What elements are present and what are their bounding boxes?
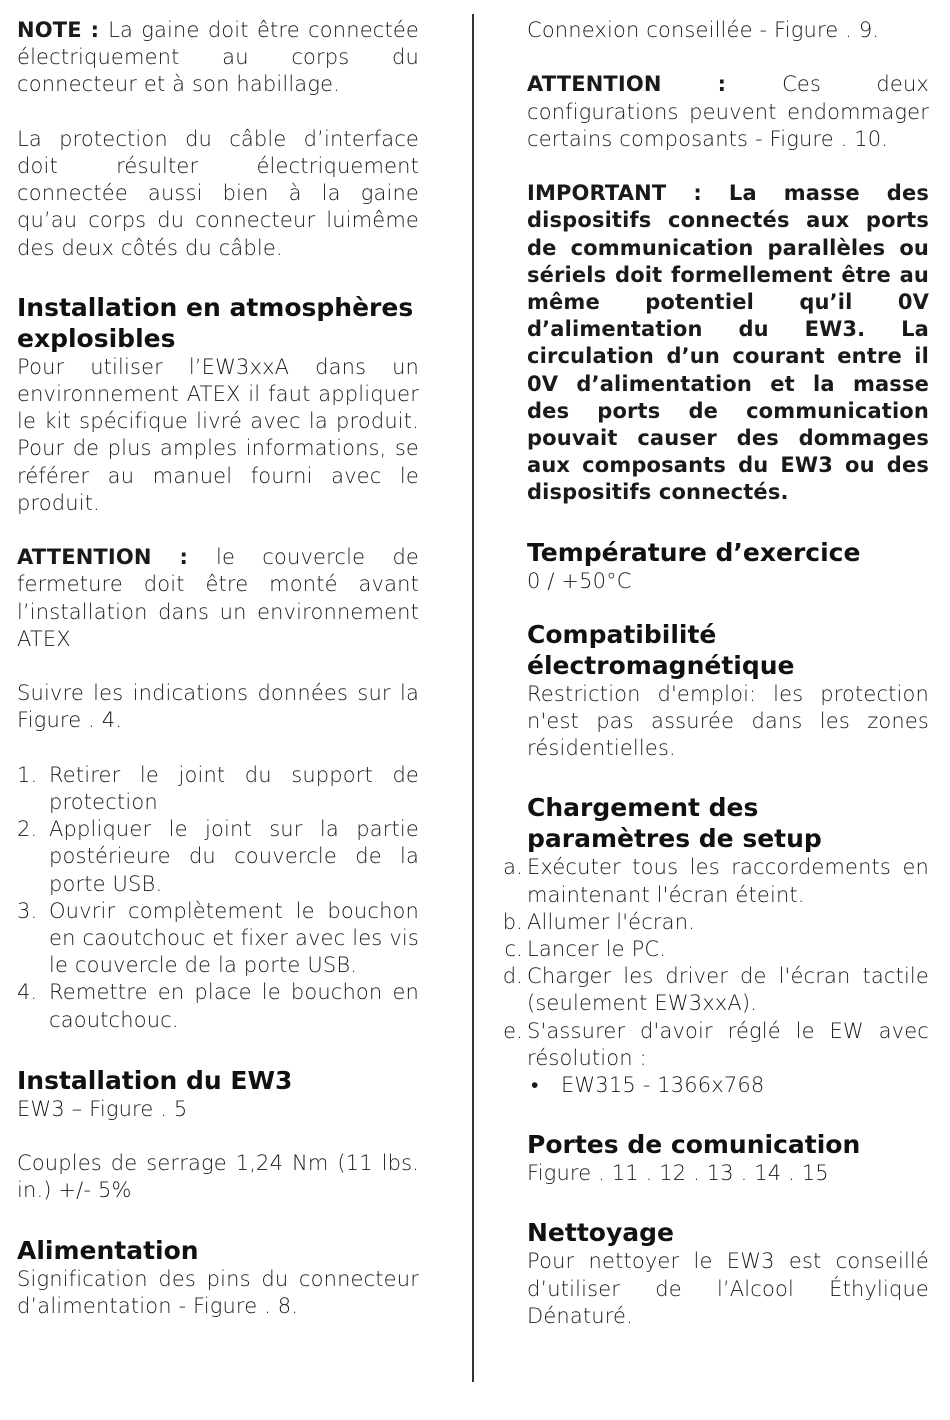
left-column (17, 17, 419, 1320)
list-item: a. Exécuter tous les raccordements en maintenant l'écran éteint. (503, 855, 929, 907)
emc-paragraph: Restriction d'emploi: les protection n'est pas assurée dans les zones résidentielles. (527, 681, 929, 761)
list-item: d. Charger les driver de l'écran tactile (seulement EW3xxA). (502, 964, 929, 1016)
note-text: La gaine doit être connectée électriquement au corps du connecteur et à son habillage. (17, 18, 419, 97)
emc-heading: Compatibilité électromagnétique (527, 619, 795, 680)
cleaning-paragraph: Pour nettoyer le EW3 est conseillé d’utiliser de l’Alcool Éthylique Dénaturé. (527, 1249, 929, 1328)
atex-steps-list (17, 762, 419, 1034)
atex-paragraph: Pour utiliser l’EW3xxA dans un environnement ATEX il faut appliquer le kit spécifique livré avec la produit. Pour de plus amples informations, se référer au manuel fourni avec le produit. (17, 354, 419, 515)
cleaning-heading: Nettoyage (527, 1218, 674, 1248)
setup-steps-list (502, 854, 929, 1072)
setup-heading: Chargement des paramètres de setup (527, 793, 822, 854)
list-item: 2. Appliquer le joint sur la partie postérieure du couvercle de la porte USB. (17, 817, 419, 896)
bullet-icon: • (531, 1073, 539, 1098)
important-paragraph (527, 180, 929, 506)
important-label: IMPORTANT : (527, 181, 729, 206)
list-item: 3. Ouvrir complètement le bouchon en caoutchouc et fixer avec les vis le couvercle de la porte USB. (17, 898, 419, 978)
cable-protection-paragraph: La protection du câble d’interface doit résulter électriquement connectée aussi bien à la gaine qu’au corps du connecteur luimême des deux côtés du câble. (17, 126, 419, 260)
atex-attention-paragraph (17, 544, 419, 653)
temperature-value: 0 / +50°C (527, 568, 632, 593)
right-attention-paragraph (527, 71, 929, 153)
important-block (527, 180, 929, 506)
follow-instructions-paragraph: Suivre les indications données sur la Figure . 4. (17, 681, 419, 733)
right-column (502, 17, 929, 1330)
power-heading: Alimentation (17, 1235, 199, 1265)
note-label: NOTE : (17, 18, 109, 42)
column-divider (472, 14, 474, 1382)
attention-text: Ces deux configurations peuvent endommager certains composants - Figure . 10. (527, 72, 929, 151)
atex-heading: Installation en atmosphères explosibles (17, 292, 414, 353)
install-paragraph: EW3 – Figure . 5 (17, 1096, 188, 1121)
temperature-heading: Température d’exercice (527, 537, 861, 567)
resolution-list (527, 1072, 929, 1099)
list-item: • EW315 - 1366x768 (527, 1072, 929, 1099)
connection-paragraph: Connexion conseillée - Figure . 9. (527, 18, 880, 42)
list-item: 1. Retirer le joint du support de protection (17, 762, 419, 815)
note-paragraph (17, 17, 419, 99)
list-item: b. Allumer l'écran. (502, 909, 695, 934)
attention-label: ATTENTION : (527, 72, 783, 97)
attention-text: le couvercle de fermeture doit être monté avant l’installation dans un environnement ATEX (17, 545, 419, 651)
power-paragraph: Signification des pins du connecteur d’alimentation - Figure . 8. (17, 1266, 419, 1318)
ports-paragraph: Figure . 11 . 12 . 13 . 14 . 15 (527, 1161, 829, 1186)
list-item: e. S'assurer d'avoir réglé le EW avec résolution : (503, 1018, 929, 1070)
list-item: 4. Remettre en place le bouchon en caoutchouc. (17, 980, 419, 1032)
torque-paragraph: Couples de serrage 1,24 Nm (11 lbs. in.) +/- 5% (17, 1151, 419, 1203)
install-heading: Installation du EW3 (17, 1065, 293, 1095)
attention-label: ATTENTION : (17, 545, 216, 570)
list-item: c. Lancer le PC. (504, 937, 667, 962)
ports-heading: Portes de comunication (527, 1130, 861, 1160)
important-text: La masse des dispositifs connectés aux ports de communication parallèles ou sériels doit formellement être au même potentiel qu’il 0V d’alimentation du EW3. La circulation d’un courant entre il 0V d’alimentation et la masse des ports de communication pouvait causer des dommages aux composants du EW3 ou des dispositifs connectés. (527, 181, 929, 505)
